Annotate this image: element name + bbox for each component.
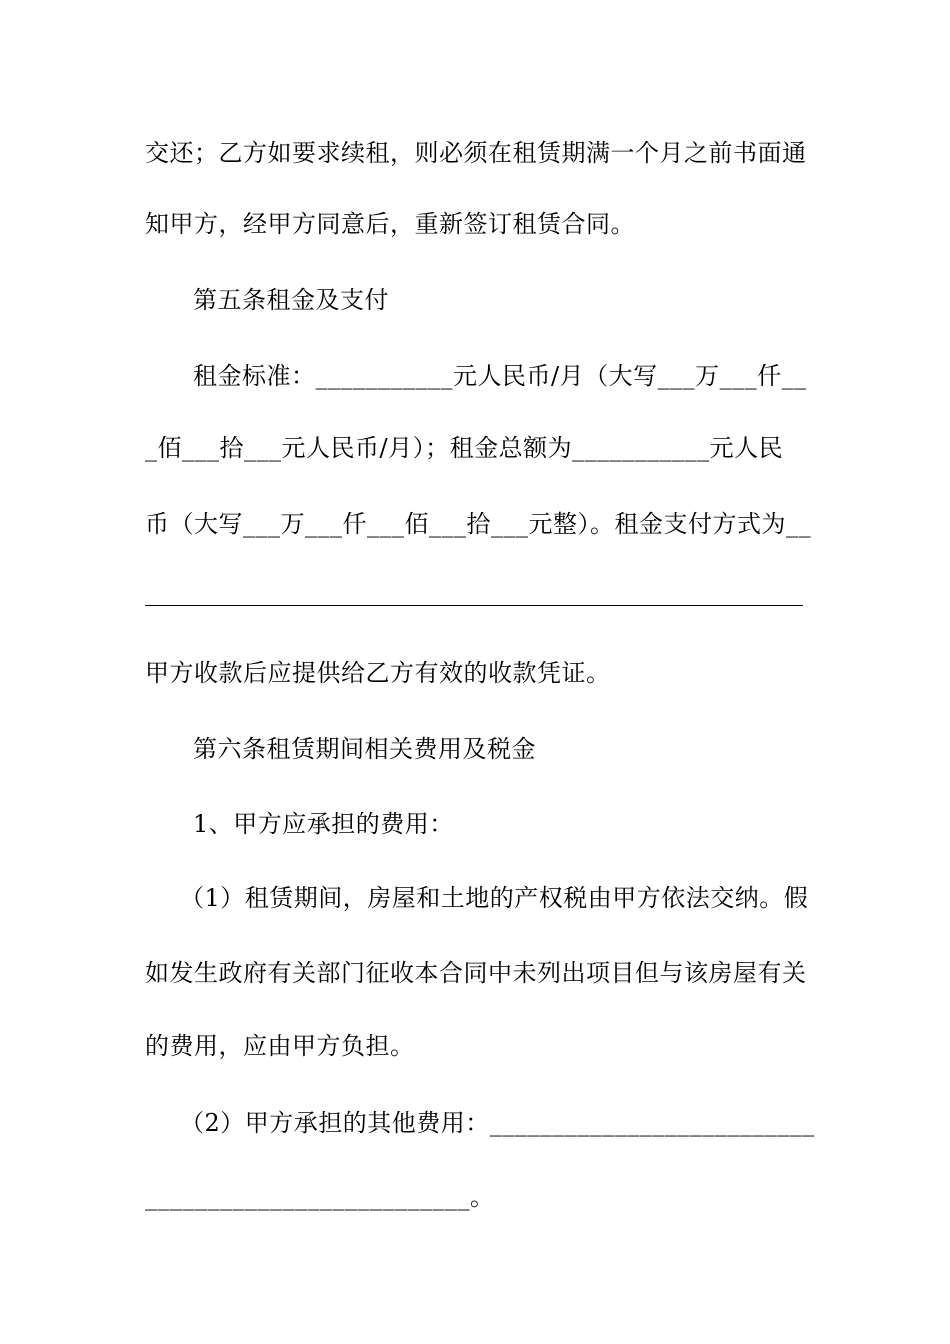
paragraph-line: _佰___拾___元人民币/月）；租金总额为___________元人民 bbox=[145, 434, 784, 462]
blank-fill-line bbox=[145, 605, 803, 606]
paragraph-line: 租金标准：___________元人民币/月（大写___万___仟__ bbox=[193, 362, 807, 390]
section-heading: 第五条租金及支付 bbox=[193, 286, 389, 314]
section-heading: 第六条租赁期间相关费用及税金 bbox=[193, 735, 536, 763]
paragraph-line: 的费用，应由甲方负担。 bbox=[145, 1032, 415, 1060]
paragraph-line: 如发生政府有关部门征收本合同中未列出项目但与该房屋有关 bbox=[145, 959, 807, 987]
paragraph-line: 交还；乙方如要求续租，则必须在租赁期满一个月之前书面通 bbox=[145, 139, 807, 167]
paragraph-line: 1、甲方应承担的费用： bbox=[193, 810, 454, 838]
paragraph-line: __________________________。 bbox=[145, 1183, 495, 1211]
paragraph-line: （1）租赁期间，房屋和土地的产权税由甲方依法交纳。假 bbox=[180, 884, 809, 912]
paragraph-line: （2）甲方承担的其他费用：__________________________ bbox=[180, 1109, 815, 1137]
paragraph-line: 知甲方，经甲方同意后，重新签订租赁合同。 bbox=[145, 210, 635, 238]
paragraph-line: 甲方收款后应提供给乙方有效的收款凭证。 bbox=[145, 659, 611, 687]
paragraph-line: 币（大写___万___仟___佰___拾___元整）。租金支付方式为__ bbox=[145, 510, 811, 538]
